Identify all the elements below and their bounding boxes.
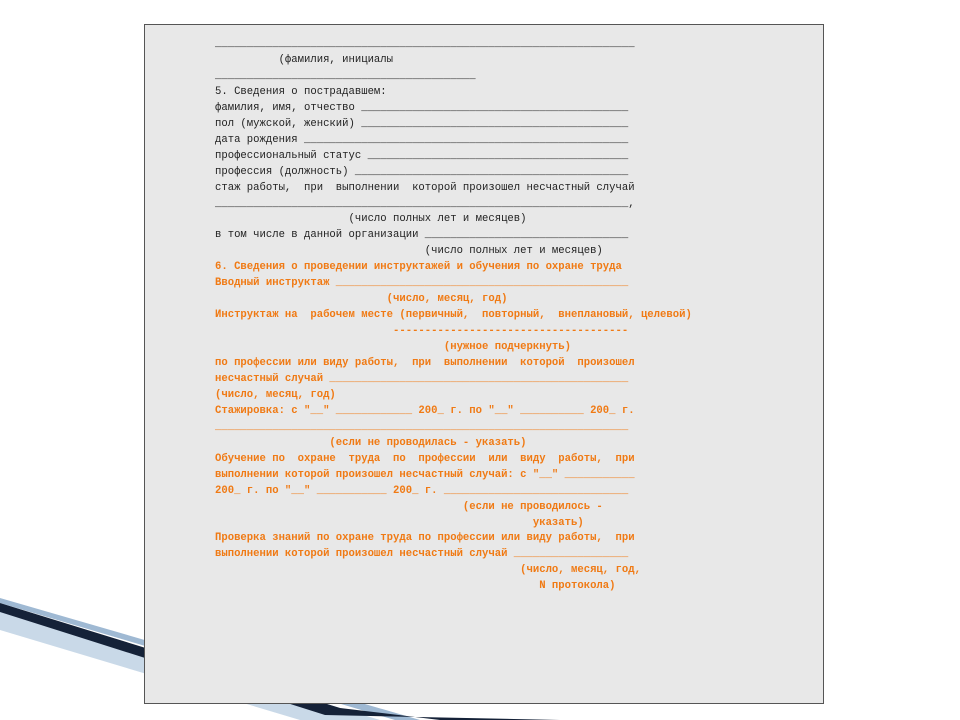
document-line: Стажировка: с "__" ____________ 200_ г. по "__" __________ 200_ г. [215, 404, 635, 417]
document-line: (число, месяц, год) [215, 293, 508, 306]
document-line: _________________________________________________________________ [215, 420, 629, 433]
document-line: профессия (должность) ___________________________________________ [215, 165, 629, 178]
document-line: (фамилия, инициалы [215, 53, 394, 66]
document-line: Обучение по охране труда по профессии или виду работы, при [215, 452, 635, 465]
document-line: пол (мужской, женский) __________________________________________ [215, 117, 629, 130]
document-line: (число, месяц, год, [215, 564, 641, 577]
document-line: 200_ г. по "__" ___________ 200_ г. _____________________________ [215, 484, 629, 497]
document-line: 6. Сведения о проведении инструктажей и обучения по охране труда [215, 261, 622, 274]
document-line: (число полных лет и месяцев) [215, 245, 603, 258]
document-page [144, 24, 824, 704]
document-line: __________________________________________________________________ [215, 38, 635, 50]
document-line: (нужное подчеркнуть) [215, 341, 572, 354]
document-line: в том числе в данной организации ________________________________ [215, 229, 629, 242]
document-line: несчастный случай _______________________________________________ [215, 372, 629, 385]
document-line: указать) [215, 516, 584, 529]
document-line: _________________________________________ [215, 69, 476, 82]
document-line: стаж работы, при выполнении которой произошел несчастный случай [215, 181, 635, 194]
document-line: (если не проводилась - указать) [215, 436, 527, 449]
document-line: Проверка знаний по охране труда по профессии или виду работы, при [215, 532, 635, 545]
document-line: (если не проводилось - [215, 500, 603, 513]
document-line: выполнении которой произошел несчастный случай: с "__" ___________ [215, 468, 635, 481]
document-line: ------------------------------------- [215, 325, 629, 338]
document-line: (число, месяц, год) [215, 388, 336, 401]
document-line: дата рождения ___________________________________________________ [215, 133, 629, 146]
document-line: 5. Сведения о пострадавшем: [215, 85, 387, 98]
document-line: N протокола) [215, 580, 616, 593]
document-line: фамилия, имя, отчество __________________________________________ [215, 101, 629, 114]
document-line: Вводный инструктаж ______________________________________________ [215, 277, 629, 290]
document-line: _________________________________________________________________, [215, 197, 635, 210]
document-line: выполнении которой произошел несчастный случай __________________ [215, 548, 629, 561]
document-line: по профессии или виду работы, при выполнении которой произошел [215, 357, 635, 369]
document-line: (число полных лет и месяцев) [215, 213, 527, 226]
document-line: Инструктаж на рабочем месте (первичный, повторный, внеплановый, целевой) [215, 309, 692, 322]
document-line: профессиональный статус _________________________________________ [215, 149, 629, 162]
